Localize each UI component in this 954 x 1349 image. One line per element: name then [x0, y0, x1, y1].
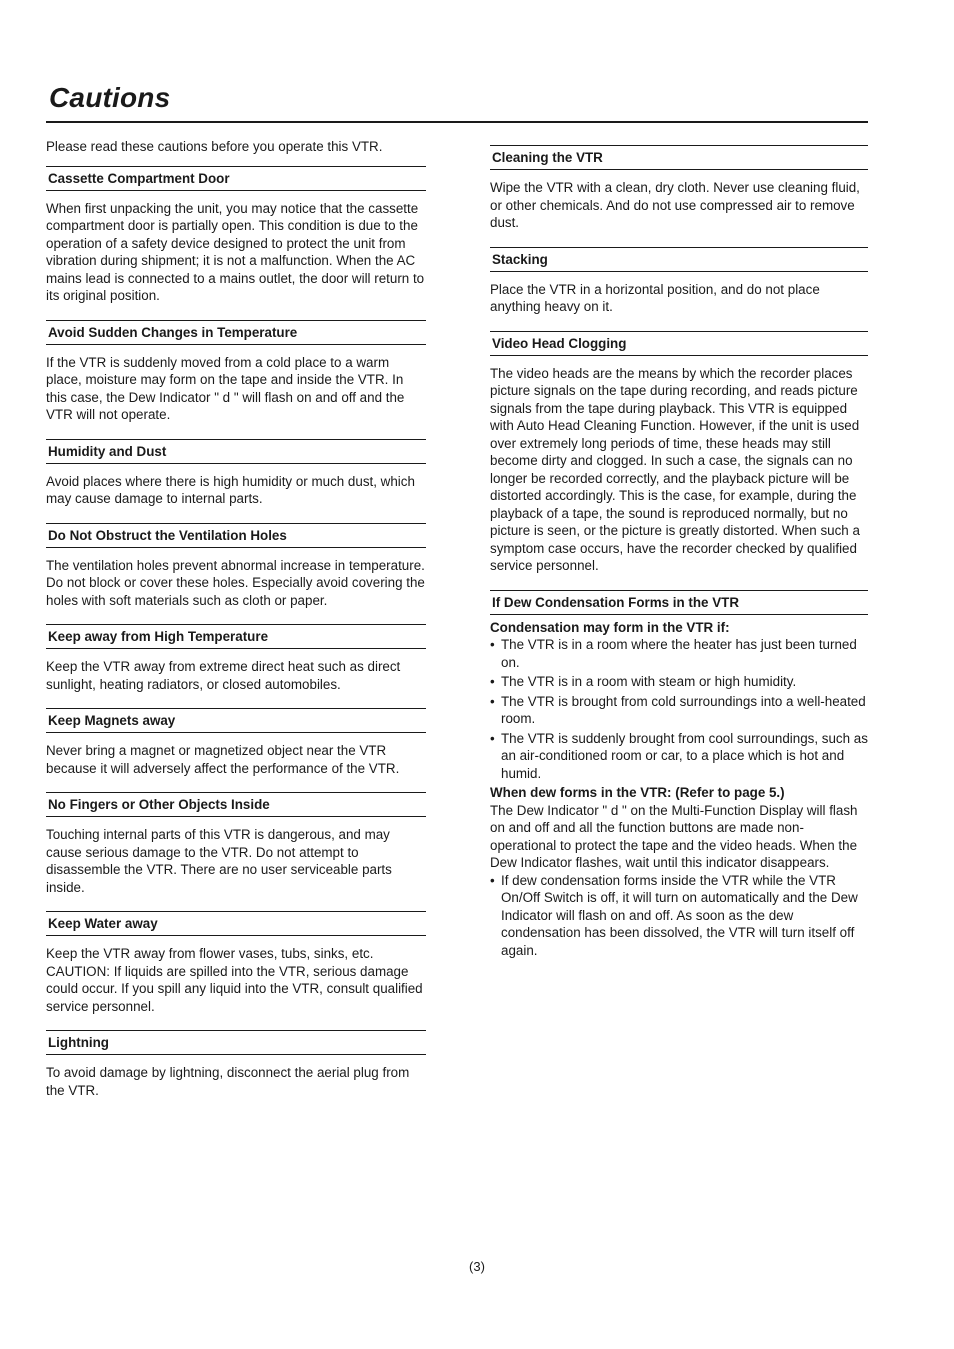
section-heading: Cassette Compartment Door: [46, 166, 426, 191]
section-heading: Video Head Clogging: [490, 331, 868, 356]
dew-subheading-causes: Condensation may form in the VTR if:: [490, 619, 730, 635]
section-heading: Do Not Obstruct the Ventilation Holes: [46, 523, 426, 548]
section-high-temperature: [46, 624, 426, 693]
section-heading: Humidity and Dust: [46, 439, 426, 464]
section-body: Keep the VTR away from flower vases, tubs, sinks, etc. CAUTION: If liquids are spilled into the VTR, serious damage could occur. If you spill any liquid into the VTR, consult qualified service personnel.: [46, 946, 423, 1014]
page-title: Cautions: [49, 82, 171, 113]
section-ventilation: [46, 523, 426, 610]
section-water: [46, 911, 426, 1015]
section-body: If the VTR is suddenly moved from a cold place to a warm place, moisture may form on the tape and inside the VTR. In this case, the Dew Indicator " d " will flash on and off and the VTR will not operate.: [46, 354, 405, 422]
section-heading: Keep Water away: [46, 911, 426, 936]
section-body: The ventilation holes prevent abnormal increase in temperature. Do not block or cover these holes. Especially avoid covering the holes with soft materials such as cloth or paper.: [46, 557, 425, 608]
section-body: Keep the VTR away from extreme direct heat such as direct sunlight, heating radiators, or closed automobiles.: [46, 659, 401, 692]
section-head-clogging: [490, 331, 868, 575]
section-body: Avoid places where there is high humidity or much dust, which may cause damage to internal parts.: [46, 473, 415, 506]
dew-body: The Dew Indicator " d " on the Multi-Function Display will flash on and off and all the function buttons are made non-operational to protect the tape and the video heads. When the Dew Indicator flashes, wait until this indicator disappears.: [490, 802, 858, 870]
section-heading: Keep Magnets away: [46, 708, 426, 733]
list-item: • If dew condensation forms inside the VTR while the VTR On/Off Switch is off, it will turn on automatically and the Dew Indicator will flash on and off. As soon as the dew condensation has been dissolved, the VTR will turn itself off again.: [490, 872, 868, 960]
section-body: Never bring a magnet or magnetized object near the VTR because it will adversely affect the performance of the VTR.: [46, 743, 400, 776]
title-rule: [46, 121, 868, 123]
section-dew-condensation: [490, 590, 868, 960]
section-stacking: [490, 247, 868, 316]
section-heading: Avoid Sudden Changes in Temperature: [46, 320, 426, 345]
section-cleaning: [490, 145, 868, 232]
section-body: When first unpacking the unit, you may notice that the cassette compartment door is partially open. This condition is due to the operation of a safety device designed to protect the unit from vibration during shipment; it is not a malfunction. When the AC mains lead is connected to a mains outlet, the door will return to its original position.: [46, 200, 425, 303]
section-body: The video heads are the means by which the recorder places picture signals on the tape during recording, and reads picture signals from the tape during playback. This VTR is equipped with Auto Head Cleaning Function. However, if the unit is used over extremely long periods of time, these heads may still become dirty and clogged. In such a case, the signals can no longer be recorded correctly, and the playback picture will be distorted accordingly. This is the case, for example, during the playback of a tape, the sound is reproduced normally, but no picture is seen, or the picture is greatly distorted. When such a symptom case occurs, have the recorder checked by qualified service personnel.: [490, 365, 860, 573]
list-item: • The VTR is in a room with steam or high humidity.: [490, 673, 868, 691]
dew-causes-list: [490, 636, 868, 782]
section-humidity-dust: [46, 439, 426, 508]
section-cassette-door: [46, 166, 426, 305]
list-item: • The VTR is in a room where the heater has just been turned on.: [490, 636, 868, 671]
intro-text: Please read these cautions before you operate this VTR.: [46, 139, 383, 154]
list-item: • The VTR is suddenly brought from cool surroundings, such as an air-conditioned room or car, to a place which is hot and humid.: [490, 730, 868, 783]
section-body: Place the VTR in a horizontal position, and do not place anything heavy on it.: [490, 281, 820, 314]
section-body: Wipe the VTR with a clean, dry cloth. Never use cleaning fluid, or other chemicals. And do not use compressed air to remove dust.: [490, 180, 860, 230]
section-heading: Keep away from High Temperature: [46, 624, 426, 649]
page-number: (3): [469, 1259, 485, 1274]
section-body: Touching internal parts of this VTR is dangerous, and may cause serious damage to the VTR. Do not attempt to disassemble the VTR. There are no user serviceable parts inside.: [46, 827, 392, 895]
section-heading: If Dew Condensation Forms in the VTR: [490, 590, 868, 615]
dew-notes-list: [490, 872, 868, 960]
section-magnets: [46, 708, 426, 777]
section-lightning: [46, 1030, 426, 1099]
section-heading: Stacking: [490, 247, 868, 272]
section-heading: Lightning: [46, 1030, 426, 1055]
section-temperature-changes: [46, 320, 426, 424]
section-body: To avoid damage by lightning, disconnect the aerial plug from the VTR.: [46, 1065, 410, 1098]
right-column: [490, 145, 868, 974]
section-heading: Cleaning the VTR: [490, 145, 868, 170]
section-heading: No Fingers or Other Objects Inside: [46, 792, 426, 817]
dew-subheading-when: When dew forms in the VTR: (Refer to page 5.): [490, 785, 785, 800]
section-fingers-objects: [46, 792, 426, 896]
list-item: • The VTR is brought from cold surroundings into a well-heated room.: [490, 693, 868, 728]
left-column: [46, 138, 426, 1114]
